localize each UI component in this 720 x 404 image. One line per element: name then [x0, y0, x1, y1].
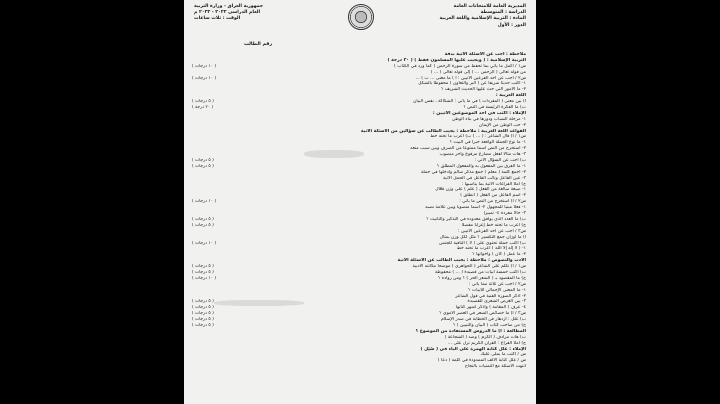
question-text: س / أكتب ما يملى عليك	[480, 352, 526, 358]
question-text: أ) ما أوزان جمع التكسير ؟ مثّل لكل وزن بمثال	[439, 234, 526, 240]
question-text: ١- ( لا إله إلا الله ) أعرب ما تحته خط	[456, 246, 526, 252]
scan-smudge	[304, 150, 364, 158]
question-text: س٢ / أ) استخرج من النص ما يأتي :	[459, 199, 526, 205]
question-text: ملاحظة : أجب عن الأسئلة الآتية بدقة	[444, 52, 526, 57]
question-text: ١- اكتب حديثاً شريفاً عن ( البر والتعاون ) محفوظاً بالشكل	[418, 81, 526, 87]
marks-label: ( ٥ درجات )	[192, 158, 214, 164]
question-text: س / علل كتابة الألف الممدودة في كلمة ( دعا )	[437, 358, 526, 364]
question-text: ب) ما العدد الذي يوافق معدوده في التذكير والتأنيث ؟	[426, 216, 526, 222]
question-text: س٣ / أ) ما خصائص الشعر في العصر الأموي ؟	[439, 311, 526, 317]
question-text: س١ / أ) قال الشاعر : ( ... ) ب) أعرب ما تحته خط	[430, 134, 526, 140]
header-line: المادة : التربية الإسلامية واللغة العربية	[439, 16, 526, 22]
header-right-block	[376, 4, 526, 29]
question-text: ١- ما المعنى الإجمالي للأبيات ؟	[468, 287, 526, 293]
question-text: التربية الإسلامية : ( ويجيب عليها المسلمون فقط ) ( ٢٠ درجة )	[387, 57, 526, 63]
question-text: ب) أجب عن السؤال الآتي :	[474, 158, 526, 164]
marks-label: ( ٥ درجات )	[192, 269, 214, 275]
question-text: ٣- عين الفاعل ونائب الفاعل في الجمل الآتية	[443, 175, 526, 181]
scan-smudge	[214, 300, 304, 306]
question-text: ج) املأ الفراغات الآتية بما يناسبها :	[461, 181, 526, 187]
marks-label: ( ٥ درجات )	[192, 216, 214, 222]
question-text: ١- ما نوع الجملة الواقعة خبراً في البيت ؟	[449, 140, 526, 146]
question-text: ج) من صاحب كتاب ( البيان والتبيين ) ؟	[452, 322, 526, 328]
question-text: ٢- استخرج من النص اسماً ممنوعاً من الصرف وبين سبب منعه	[410, 146, 526, 152]
exam-header	[184, 2, 536, 56]
question-text: ج) املأ الفراغ : القرآن الكريم نزل على ...	[447, 340, 526, 346]
marks-label: ( ٥ درجات )	[192, 317, 214, 323]
question-text: ٢- اسم الفاعل من الفعل ( انطلق )	[460, 193, 526, 199]
exam-sheet	[184, 0, 536, 404]
question-text: س٢ / أجب عن ثلاثة مما يأتي :	[468, 281, 526, 287]
question-text: ٢- حب الوطن من الإيمان	[478, 122, 526, 128]
header-line: الدور : الأول	[497, 22, 526, 28]
marks-label: ( ١٠ درجات )	[192, 63, 217, 69]
marks-label: ( ١٠ درجات )	[192, 75, 217, 81]
marks-label: ( ٥ درجات )	[192, 311, 214, 317]
student-number-label: رقم الطالب	[244, 42, 273, 47]
marks-label: ( ٥ درجات )	[192, 99, 214, 105]
question-text: الأدب والنصوص : ملاحظة : يجيب الطالب عن الأسئلة الآتية	[397, 258, 526, 264]
question-text: ١- فعلاً مبنياً للمجهول ٢- اسماً منصوباً وبين علامة نصبه	[425, 205, 526, 211]
header-line: المديرية العامة للامتحانات العامة	[453, 4, 526, 9]
question-text: ٢- اذكر الصورة الفنية في قول الشاعر	[455, 293, 526, 299]
question-text: ٢- ما الأمور التي حث عليها الحديث الشريف ؟	[441, 87, 526, 93]
question-text: ب) اكتب جملة تحتوي على ( لا ) النافية للجنس	[439, 240, 526, 246]
question-text: ١- صيغة مبالغة من الفعل ( علم ) على وزن فعّال	[435, 187, 526, 193]
marks-label: ( ٥ درجات )	[192, 305, 214, 311]
question-text: المطالعة : أ) ما الدروس المستفادة من الموضوع ؟	[415, 328, 526, 334]
question-text: من قوله تعالى ( الرحمن ... ) إلى قوله تعالى ( ... )	[430, 69, 526, 75]
question-text: ٢- ما عمل ( كان ) وأخواتها ؟	[472, 252, 526, 258]
question-text: القواعد اللغة العربية : ملاحظة : يجيب الطالب عن سؤالين من الأسئلة الآتية	[360, 128, 526, 134]
question-text: الإملاء : أكتب في أحد الموضوعين الآتيين :	[432, 110, 526, 116]
marks-label: ( ٥ درجات )	[192, 264, 214, 270]
header-line: الوقت : ثلاث ساعات	[194, 16, 241, 22]
question-text: ٣- بين الغرض الشعري للقصيدة	[467, 299, 526, 305]
header-line: العام الدراسي ٢٠٢٢ - ٢٠٢٣ م	[194, 10, 261, 16]
question-text: ٤- عرف ( المقامة ) واذكر أشهر كتابها	[455, 305, 526, 311]
question-text: ٣- هات مثالاً لفعل مضارع مرفوع وآخر منصوب	[439, 152, 526, 158]
marks-label: ( ٥ درجات )	[192, 322, 214, 328]
marks-label: ( ١٠ درجات )	[192, 199, 217, 205]
question-text: س٢ / أجب عن أحد الفرعين الآتيين : أ ) ما معنى ... ب ) ...	[415, 75, 526, 81]
marks-label: ( ٥ درجات )	[192, 222, 214, 228]
marks-label: ( ٥ درجات )	[192, 299, 214, 305]
question-text: ب) هات مرادف ( الكرم ) وضد ( الشجاعة )	[444, 334, 526, 340]
header-line: جمهورية العراق - وزارة التربية	[194, 4, 264, 9]
header-line: الدراسة : المتوسطة	[480, 10, 526, 16]
question-text: ١- مرحلة الشباب ودورها في بناء الوطن	[451, 116, 526, 122]
question-text: ج) أعرب ما تحته خط إعراباً مفصلاً	[461, 222, 526, 228]
marks-label: ( ٢٠ درجة )	[192, 105, 214, 111]
question-text: اللغة العربية :	[495, 93, 526, 99]
header-left-block	[194, 4, 324, 23]
question-text: ٢- اجمع كلمة ( معلم ) جمع مذكر سالم وأدخلها في جملة	[420, 169, 526, 175]
ministry-seal-icon	[348, 4, 374, 30]
question-text: أ) بين معنى ( المفردات ) في ما يأتي : الشكاكة ، نفس البيان	[413, 99, 526, 105]
question-text: ٣- حالاً مفردة ٤- تمييزاً	[483, 211, 526, 217]
question-text: ب) اكتب خمسة أبيات من قصيدة ( ... ) محفوظة	[435, 269, 526, 275]
question-text: ب) ما الفكرة الرئيسة في النص ؟	[463, 105, 526, 111]
question-text: الإملاء : علل كتابة الهمزة على الياء في ( سُئِل )	[420, 346, 526, 352]
question-text: ب) علل : ازدهار فن الخطابة في صدر الإسلام	[440, 317, 526, 323]
question-text: س١ / أ) تكلم على الشاعر ( الجواهري ) موضحاً مكانته الأدبية	[412, 264, 526, 270]
question-text: ج) ما المقصود بـ ( الشعر الحر ) ؟ ومن رواده ؟	[437, 275, 526, 281]
marks-label: ( ١٠ درجات )	[192, 275, 217, 281]
question-text: س٣ / أجب عن أحد الفرعين الآتيين :	[458, 228, 526, 234]
exam-body	[192, 52, 528, 404]
question-text: ١- ما الفرق بين المفعول به والمفعول المطلق ؟	[436, 163, 526, 169]
marks-label: ( ٥ درجات )	[192, 163, 214, 169]
question-text: س١ / أكمل ما يأتي بما تحفظ من سورة الرحمن ( كما ورد في الكتاب )	[394, 63, 526, 69]
question-text: انتهت الأسئلة مع التمنيات بالنجاح	[464, 364, 526, 370]
exam-line	[192, 376, 528, 382]
marks-label: ( ١٠ درجات )	[192, 240, 217, 246]
